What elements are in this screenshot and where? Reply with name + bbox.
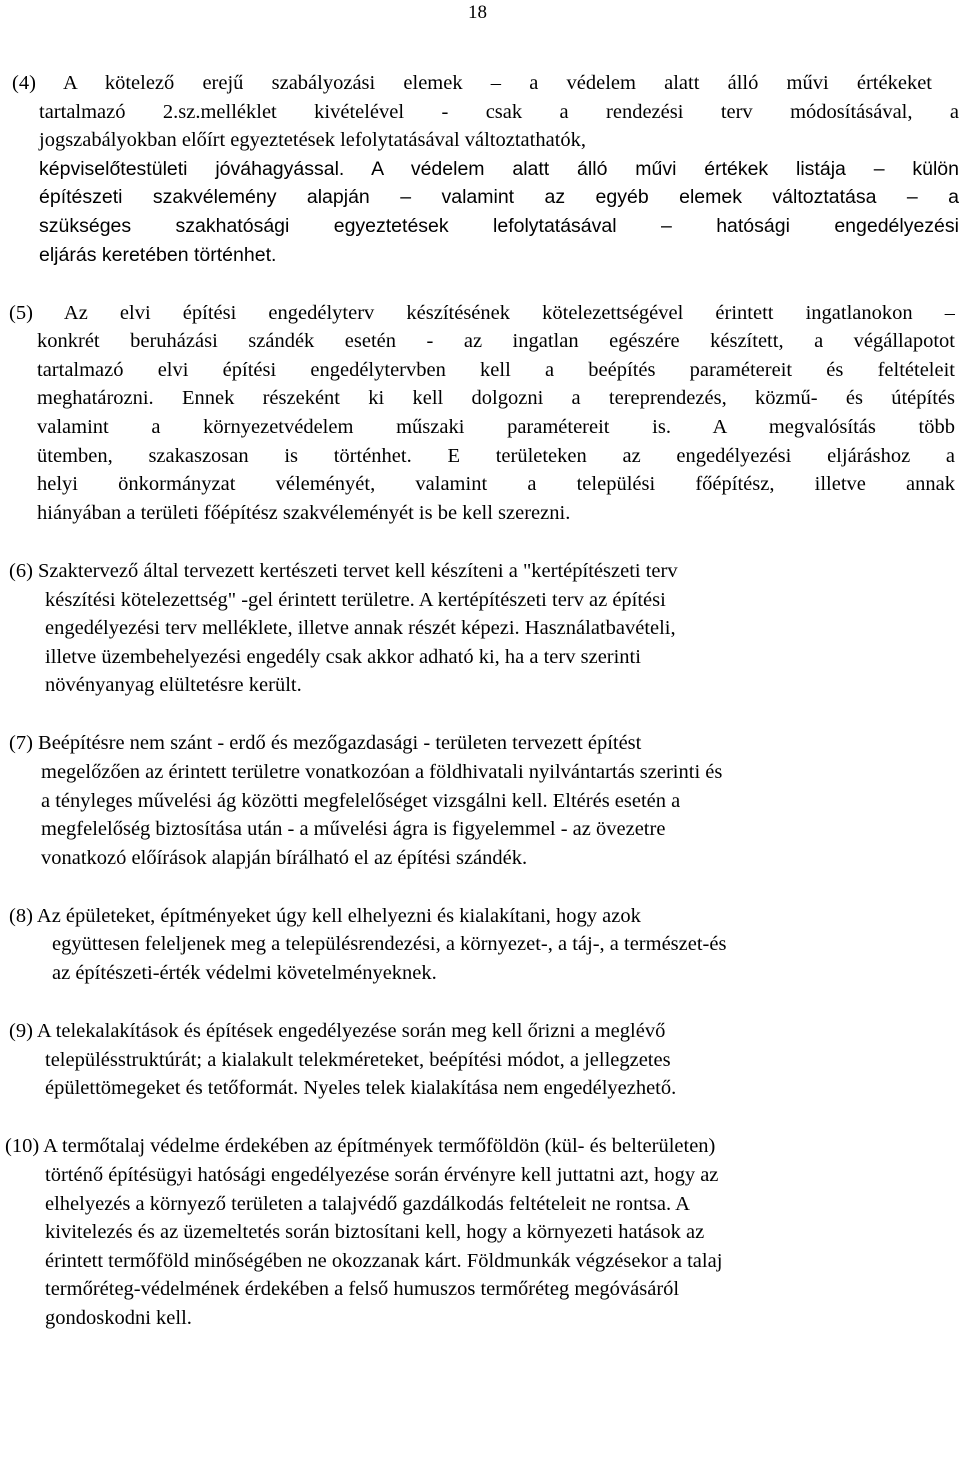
paragraph-9 — [0, 1017, 960, 1103]
text-line: tartalmazó elvi építési engedélytervben kell a beépítés paramétereit és feltételeit — [37, 358, 955, 381]
text-line: (7) Beépítésre nem szánt - erdő és mezőgazdasági - területen tervezett építést — [9, 732, 642, 755]
text-line: építészeti szakvélemény alapján – valamint az egyéb elemek változtatása – a — [39, 186, 959, 209]
text-line: meghatározni. Ennek részeként ki kell dolgozni a tereprendezés, közmű- és útépítés — [37, 387, 955, 410]
text-line: konkrét beruházási szándék esetén - az ingatlan egészére készített, a végállapotot — [37, 330, 955, 353]
text-line: (6) Szaktervező által tervezett kertészeti tervet kell készíteni a "kertépítészeti terv — [9, 559, 678, 582]
text-line: a tényleges művelési ág közötti megfelelőséget vizsgálni kell. Eltérés esetén a — [41, 789, 681, 812]
paragraph-6 — [0, 557, 960, 700]
text-line: (9) A telekalakítások és építések engedélyezése során meg kell őrizni a meglévő — [9, 1020, 666, 1043]
text-line: (5) Az elvi építési engedélyterv készítésének kötelezettségével érintett ingatlanokon – — [9, 301, 955, 324]
text-line: gondoskodni kell. — [45, 1306, 192, 1329]
text-line: (8) Az épületeket, építményeket úgy kell elhelyezni és kialakítani, hogy azok — [9, 904, 641, 927]
paragraph-4 — [0, 69, 960, 269]
text-line: érintett termőföld minőségében ne okozzanak kárt. Földmunkák végzésekor a talaj — [45, 1249, 723, 1272]
text-line: együttesen feleljenek meg a településrendezési, a környezet-, a táj-, a természet-és — [52, 933, 727, 956]
text-line: településstruktúrát; a kialakult telekméreteket, beépítési módot, a jellegzetes — [45, 1048, 671, 1071]
text-line: megelőzően az érintett területre vonatkozóan a földhivatali nyilvántartás szerinti és — [41, 760, 723, 783]
paragraph-5 — [0, 299, 960, 528]
paragraph-7 — [0, 729, 960, 872]
text-line: illetve üzembehelyezési engedély csak akkor adható ki, ha a terv szerinti — [45, 645, 641, 668]
text-line: megfelelőség biztosítása után - a művelési ágra is figyelemmel - az övezetre — [41, 818, 666, 841]
text-line: vonatkozó előírások alapján bírálható el az építési szándék. — [41, 846, 528, 869]
text-line: tartalmazó 2.sz.melléklet kivételével - csak a rendezési terv módosításával, a — [39, 100, 959, 123]
text-line: jogszabályokban előírt egyeztetések lefolytatásával változtathatók, — [39, 129, 587, 152]
text-line: termőréteg-védelmének érdekében a felső humuszos termőréteg megóvásáról — [45, 1278, 680, 1301]
text-line: szükséges szakhatósági egyeztetések lefolytatásával – hatósági engedélyezési — [39, 214, 959, 237]
text-line: elhelyezés a környező területen a talajvédő gazdálkodás feltételeit ne rontsa. A — [45, 1192, 690, 1215]
text-line: történő építésügyi hatósági engedélyezése során érvényre kell juttatni azt, hogy az — [45, 1164, 719, 1186]
text-line: valamint a környezetvédelem műszaki paramétereit is. A megvalósítás több — [37, 416, 955, 439]
text-line: engedélyezési terv melléklete, illetve annak részét képezi. Használatbavételi, — [45, 617, 676, 640]
text-line: készítési kötelezettség" -gel érintett területre. A kertépítészeti terv az építési — [45, 588, 666, 611]
text-line: kivitelezés és az üzemeltetés során biztosítani kell, hogy a környezeti hatások az — [45, 1221, 705, 1244]
text-line: épülettömegeket és tetőformát. Nyeles telek kialakítása nem engedélyezhető. — [45, 1077, 677, 1100]
text-line: eljárás keretében történhet. — [39, 243, 277, 266]
text-line: (10) A termőtalaj védelme érdekében az építmények termőföldön (kül- és belterületen) — [5, 1135, 716, 1158]
text-line: helyi önkormányzat véleményét, valamint a települési főépítész, illetve annak — [37, 473, 955, 496]
text-line: ütemben, szakaszosan is történhet. E területeken az engedélyezési eljáráshoz a — [37, 444, 955, 467]
text-line: hiányában a területi főépítész szakvéleményét is be kell szerezni. — [37, 501, 571, 524]
text-line: növényanyag elültetésre került. — [45, 674, 302, 697]
text-line: az építészeti-érték védelmi követelményeknek. — [52, 962, 437, 985]
paragraph-10 — [0, 1132, 960, 1332]
text-line: képviselőtestületi jóváhagyással. A védelem alatt álló művi értékek listája – külön — [39, 157, 959, 180]
text-line: (4) A kötelező erejű szabályozási elemek – a védelem alatt álló művi értékeket — [12, 72, 932, 94]
page-number: 18 — [468, 2, 487, 23]
document-body — [0, 69, 960, 1333]
paragraph-8 — [0, 902, 960, 988]
